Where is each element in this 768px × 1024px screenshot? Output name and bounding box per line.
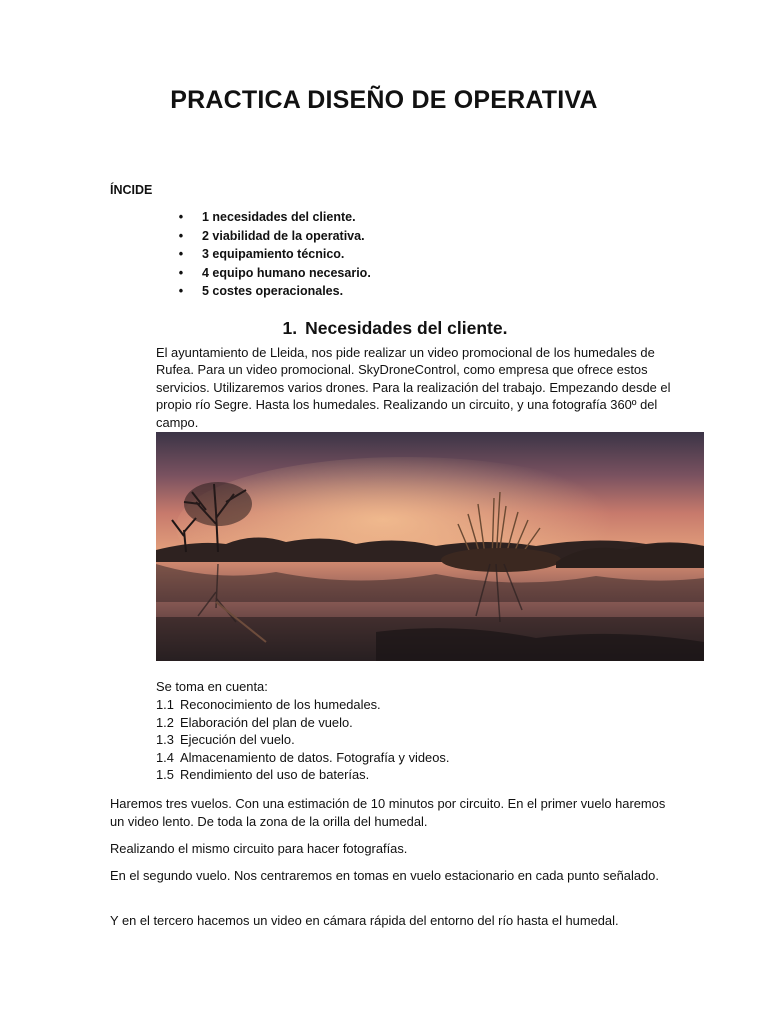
- considered-label: Se toma en cuenta:: [156, 679, 268, 694]
- bullet-icon: •: [178, 265, 184, 280]
- body-paragraph: Realizando el mismo circuito para hacer fotografías.: [110, 841, 408, 856]
- index-item: • 3 equipamiento técnico.: [176, 245, 371, 264]
- index-label: ÍNCIDE: [110, 183, 153, 197]
- body-paragraph: Y en el tercero hacemos un video en cámara rápida del entorno del río hasta el humedal.: [110, 913, 619, 928]
- list-item: 1.2 Elaboración del plan de vuelo.: [156, 714, 353, 730]
- list-item: 1.3 Ejecución del vuelo.: [156, 732, 295, 748]
- bullet-icon: •: [178, 247, 184, 262]
- index-item: • 1 necesidades del cliente.: [176, 208, 371, 227]
- bullet-icon: •: [178, 228, 184, 243]
- section-title: Necesidades del cliente.: [305, 318, 508, 338]
- list-item: 1.5 Rendimiento del uso de baterías.: [156, 767, 370, 783]
- list-item: 1.4 Almacenamiento de datos. Fotografía y videos.: [156, 749, 450, 765]
- section-number: 1.: [282, 318, 298, 338]
- index-item: • 5 costes operacionales.: [176, 282, 371, 301]
- bullet-icon: •: [178, 284, 184, 299]
- considered-list: [156, 696, 449, 784]
- list-item: 1.1 Reconocimiento de los humedales.: [156, 697, 381, 712]
- body-paragraph: Haremos tres vuelos. Con una estimación de 10 minutos por circuito. En el primer vuelo haremos un video lento. De toda la zona de la orilla del humedal.: [110, 796, 666, 829]
- index-item: • 4 equipo humano necesario.: [176, 264, 371, 283]
- section-heading: [0, 318, 768, 339]
- section-paragraph: El ayuntamiento de Lleida, nos pide realizar un video promocional de los humedales de Rufea. Para un video promocional. SkyDroneControl, como empresa que ofrece estos servicios. Utilizaremos varios drones. Para la realización del trabajo. Empezando desde el propio río Segre. Hasta los humedales. Realizando un circuito, y una fotografía 360º del campo.: [156, 345, 671, 430]
- index-item: • 2 viabilidad de la operativa.: [176, 227, 371, 246]
- wetland-sunset-photo: [156, 432, 704, 661]
- document-title: PRACTICA DISEÑO DE OPERATIVA: [170, 86, 598, 114]
- bullet-icon: •: [178, 210, 184, 224]
- index-list: [176, 208, 371, 301]
- body-paragraph: En el segundo vuelo. Nos centraremos en tomas en vuelo estacionario en cada punto señalado.: [110, 868, 659, 883]
